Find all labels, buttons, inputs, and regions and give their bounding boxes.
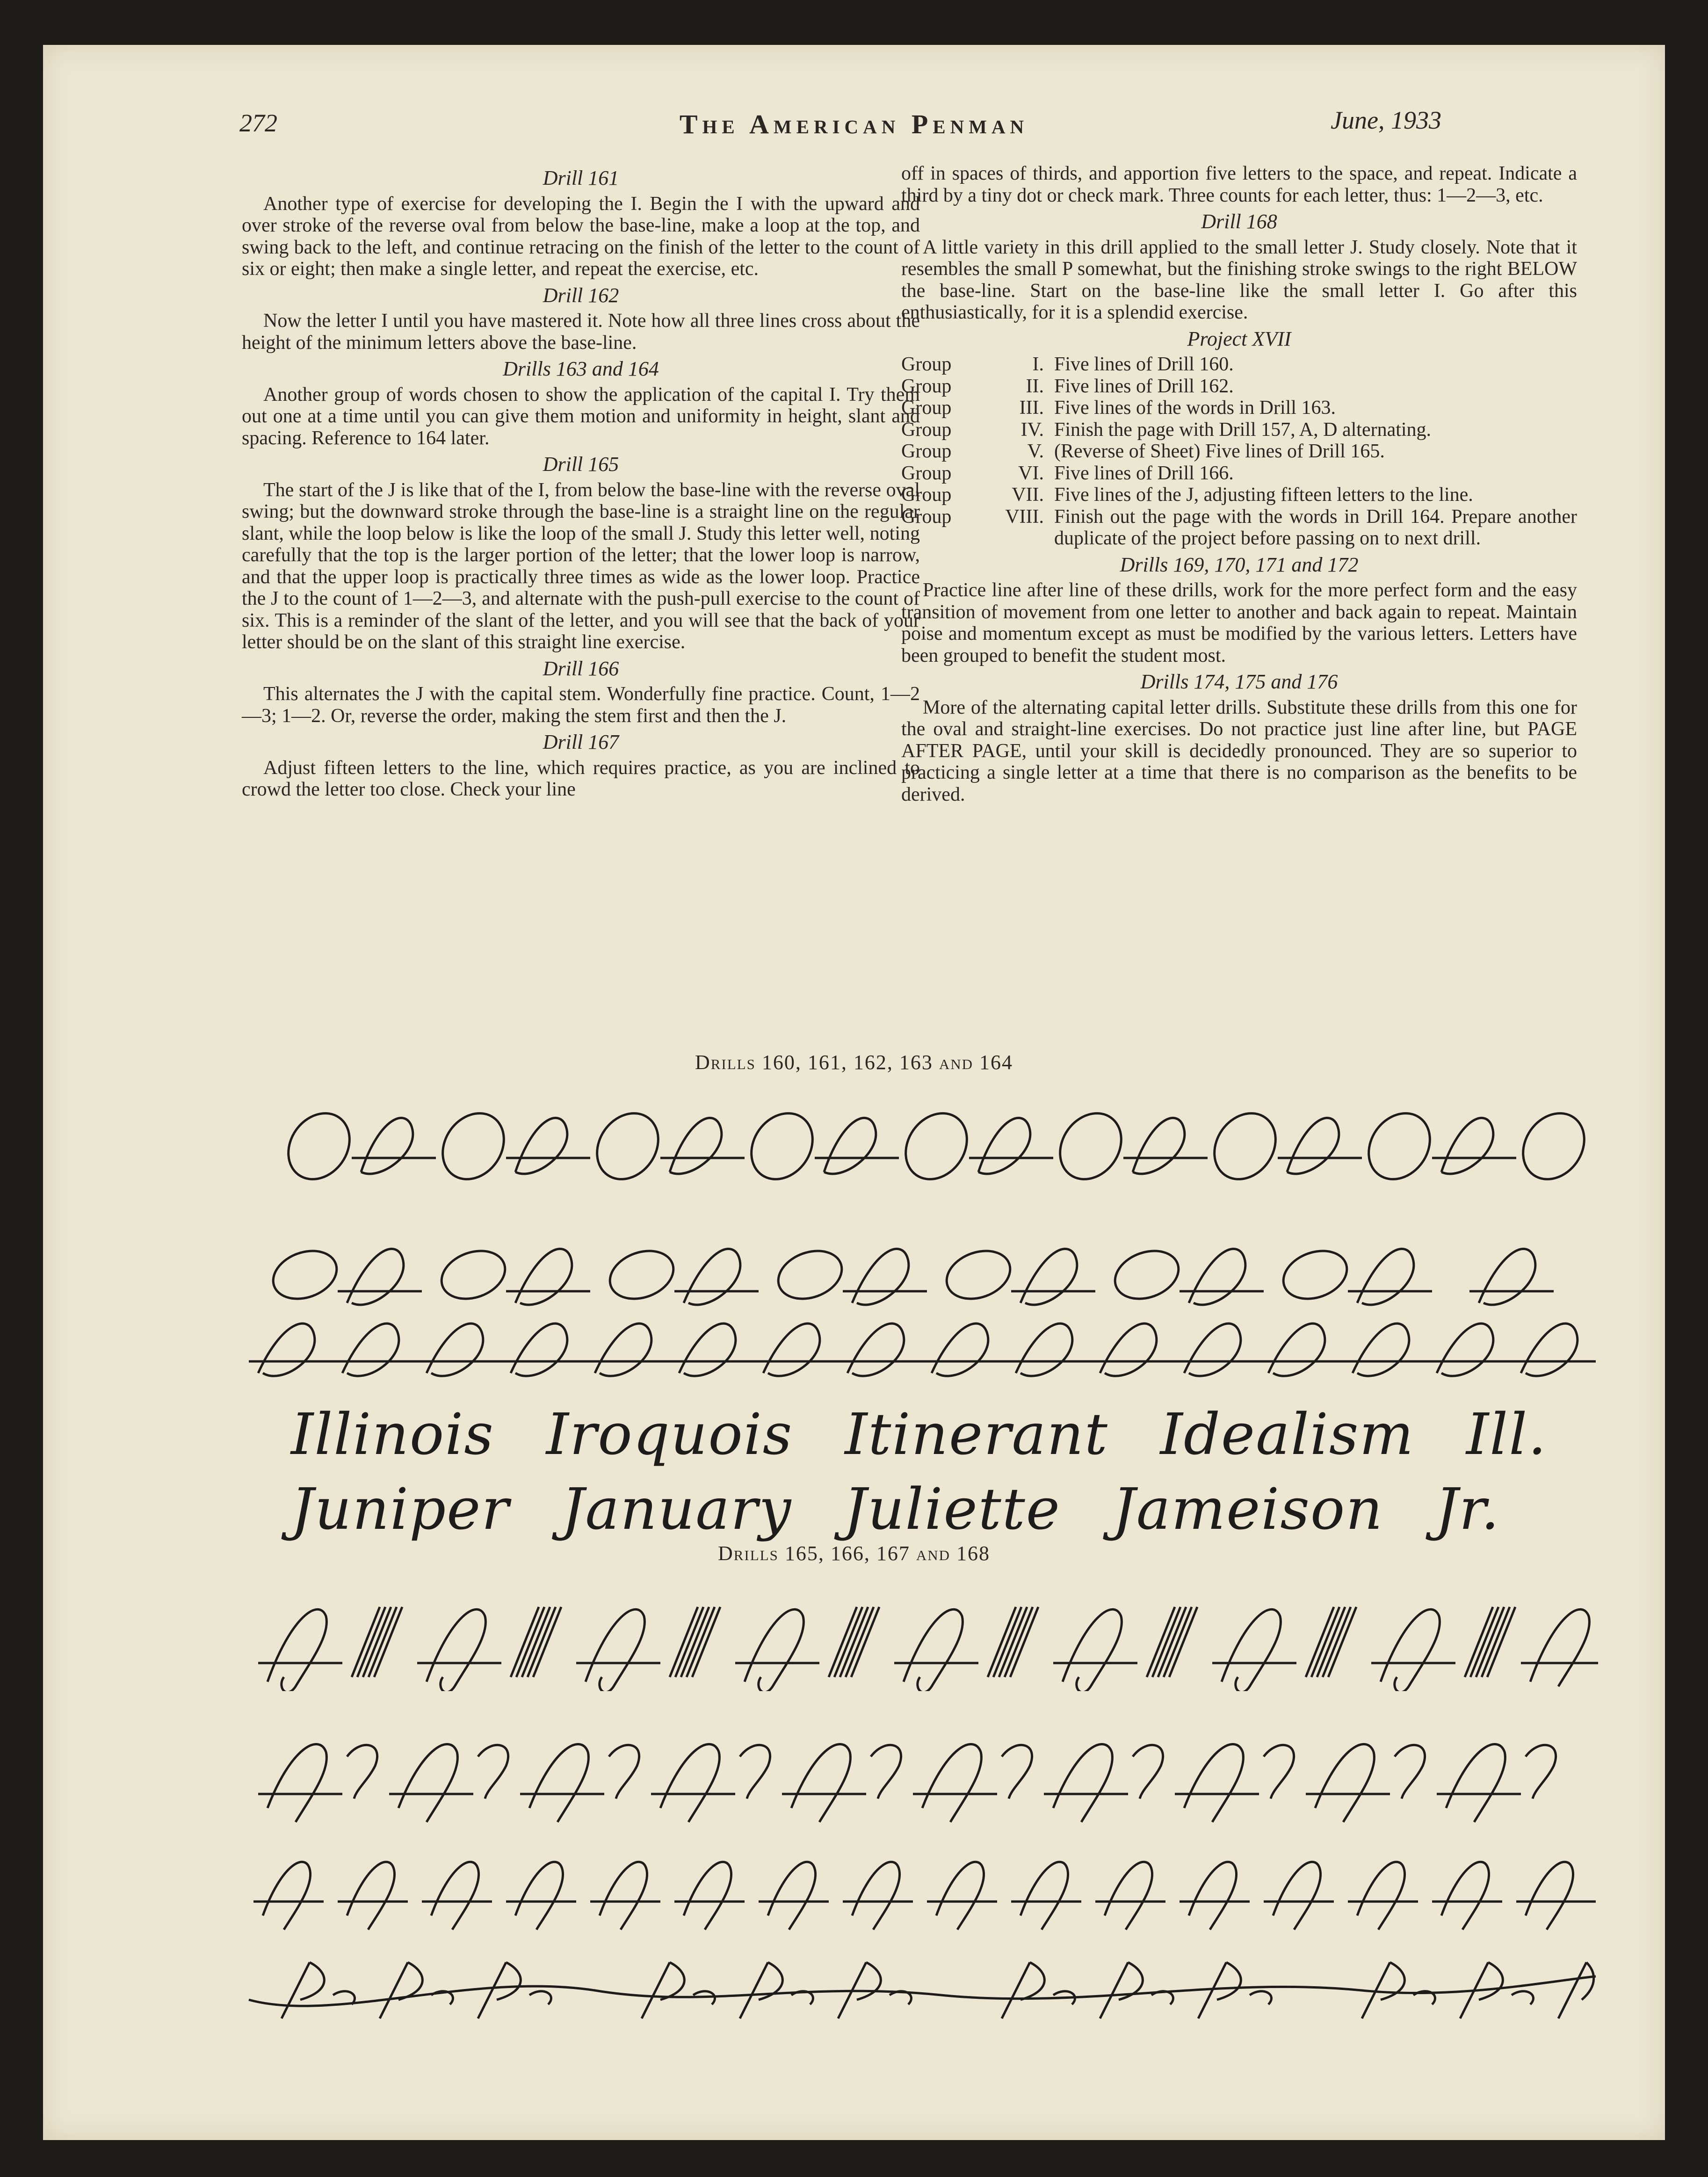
group-row: Group IV. Finish the page with Drill 157, A, D alternating. xyxy=(901,419,1432,441)
left-column xyxy=(242,163,920,804)
drill-heading: Drills 169, 170, 171 and 172 xyxy=(1120,553,1359,576)
drill-heading: Drill 166 xyxy=(543,657,619,680)
script-word: January xyxy=(561,1476,792,1542)
capital-i-drill-illustration xyxy=(239,1308,1600,1387)
group-row: Group I. Five lines of Drill 160. xyxy=(901,354,1234,375)
j-fifteen-illustration xyxy=(239,1845,1600,1934)
script-word: Juliette xyxy=(844,1476,1061,1542)
drill-text: Another type of exercise for developing the I. Begin the I with the upward and over stroke of the reverse oval from below the base-line, make a loop at the top, and swing back to the left, and continue retracing on the finish of the letter to the count of six or eight; then make a single letter, and repeat the exercise, etc. xyxy=(242,193,920,280)
issue-date: June, 1933 xyxy=(1331,106,1441,134)
plate-caption-1: Drills 160, 161, 162, 163 and 164 xyxy=(695,1051,1013,1074)
script-word: Juniper xyxy=(291,1476,510,1542)
drill-heading: Drills 174, 175 and 176 xyxy=(1140,670,1338,693)
script-word: Itinerant xyxy=(845,1401,1108,1468)
j-pushpull-illustration xyxy=(239,1588,1600,1691)
drill-text: Adjust fifteen letters to the line, which requires practice, as you are inclined to crowd the letter too close. Check your line xyxy=(242,757,920,800)
drill-heading: Drill 162 xyxy=(543,283,619,307)
drill-text: This alternates the J with the capital stem. Wonderfully fine practice. Count, 1—2—3; 1—2. Or, reverse the order, making the stem first and then the J. xyxy=(242,683,920,727)
drill-heading: Drill 161 xyxy=(543,166,619,189)
drill-heading: Drill 168 xyxy=(1201,210,1277,233)
script-word: Jr. xyxy=(1435,1476,1500,1542)
j-pushpull-drill-row xyxy=(239,1588,1600,1691)
drill-heading: Drills 163 and 164 xyxy=(503,357,659,380)
group-row: Group VIII. Finish out the page with the words in Drill 164. Prepare another duplicate of the project before passing on to next drill. xyxy=(901,506,1577,549)
magazine-page xyxy=(43,45,1665,2140)
drill-heading: Drill 165 xyxy=(543,453,619,476)
drill-text: The start of the J is like that of the I, from below the base-line with the reverse oval swing; but the downward stroke through the base-line is a straight line on the regular slant, while the loop below is like the loop of the small J. Study this letter well, noting carefully that the top is the larger portion of the letter; that the lower loop is narrow, and that the upper loop is practically three times as wide as the lower loop. Practice the J to the count of 1—2—3, and alternate with the push-pull exercise to the count of six. This is a reminder of the slant of the letter, and you will see that the back of your letter should be on the slant of this straight line exercise. xyxy=(242,479,920,653)
script-word: Idealism xyxy=(1160,1401,1415,1468)
small-j-drill-row xyxy=(239,1944,1600,2028)
plate-caption-2: Drills 165, 166, 167 and 168 xyxy=(717,1542,991,1565)
continued-text: off in spaces of thirds, and apportion five letters to the space, and repeat. Indicate a third by a tiny dot or check mark. Three counts for each letter, thus: 1—2—3, etc. xyxy=(901,163,1577,206)
drill-text: Another group of words chosen to show the application of the capital I. Try them out one at a time until you can give them motion and uniformity in height, slant and spacing. Reference to 164 later. xyxy=(242,383,920,449)
j-words-row xyxy=(291,1476,1563,1542)
drill-heading: Drill 167 xyxy=(543,730,619,753)
drill-text: More of the alternating capital letter drills. Substitute these drills from this one for the oval and straight-line exercises. Do not practice just line after line, but PAGE AFTER PAGE, until your skill is decidedly pronounced. They are so superior to practicing a single letter at a time that there is no comparison as the benefits to be derived. xyxy=(901,696,1577,805)
capital-i-drill-row xyxy=(239,1308,1600,1387)
oval-drill-illustration xyxy=(239,1088,1600,1205)
script-word: Ill. xyxy=(1466,1401,1547,1468)
drill-text: Now the letter I until you have mastered it. Note how all three lines cross about the height of the minimum letters above the base-line. xyxy=(242,310,920,354)
journal-title: The American Penman xyxy=(679,109,1029,139)
i-words-row xyxy=(291,1401,1563,1468)
running-header xyxy=(43,108,1665,160)
page-number: 272 xyxy=(239,109,277,137)
j-stem-drill-row xyxy=(239,1729,1600,1827)
j-stem-illustration xyxy=(239,1729,1600,1827)
group-row: Group III. Five lines of the words in Drill 163. xyxy=(901,397,1336,419)
drill-text: Practice line after line of these drills, work for the more perfect form and the easy transition of movement from one letter to another and back again to repeat. Maintain poise and momentum except as must be modified by the various letters. Letters have been grouped to benefit the student most. xyxy=(901,579,1577,666)
group-row: Group II. Five lines of Drill 162. xyxy=(901,375,1234,397)
script-word: Iroquois xyxy=(546,1401,793,1468)
drill-text: A little variety in this drill applied to the small letter J. Study closely. Note that it resembles the small P somewhat, but the finishing stroke swings to the right BELOW the base-line. Start on the base-line like the small letter I. Go after this enthusiastically, for it is a splendid exercise. xyxy=(901,236,1577,323)
j-fifteen-drill-row xyxy=(239,1845,1600,1934)
group-row: Group V. (Reverse of Sheet) Five lines of Drill 165. xyxy=(901,441,1385,462)
script-word: Jameison xyxy=(1112,1476,1383,1542)
small-j-illustration xyxy=(239,1944,1600,2028)
right-column xyxy=(901,163,1577,809)
project-groups-table xyxy=(901,354,1577,550)
group-row: Group VI. Five lines of Drill 166. xyxy=(901,462,1234,484)
oval-drill-row xyxy=(239,1088,1600,1205)
project-heading: Project XVII xyxy=(1187,327,1291,350)
script-word: Illinois xyxy=(291,1401,494,1468)
group-row: Group VII. Five lines of the J, adjusting fifteen letters to the line. xyxy=(901,484,1473,506)
